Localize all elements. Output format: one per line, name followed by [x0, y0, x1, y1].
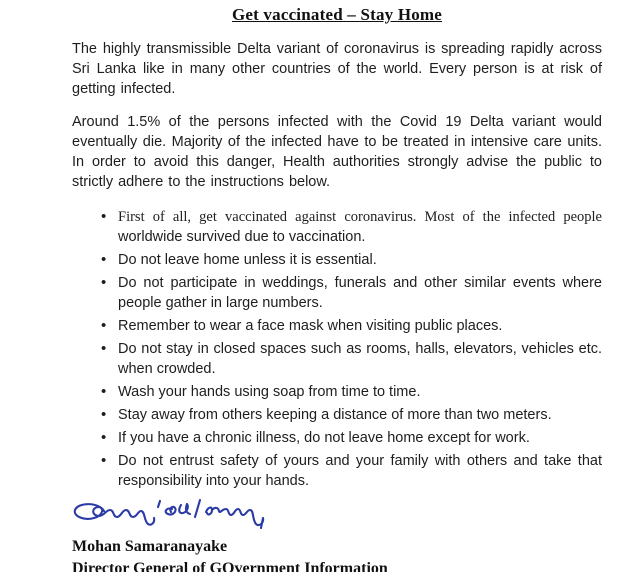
- list-item-closed-spaces: • Do not stay in closed spaces such as rooms, halls, elevators, vehicles etc. when crowded.: [118, 339, 602, 379]
- list-item-text: worldwide survived due to vaccination.: [118, 229, 366, 245]
- list-item-stay-home: • Do not leave home unless it is essential.: [118, 250, 602, 270]
- list-item-text-serif: First of all, get vaccinated against coronavirus. Most of the infected people: [118, 209, 602, 225]
- list-item-no-gatherings: • Do not participate in weddings, funerals and other similar events where people gather in large numbers.: [118, 273, 602, 313]
- signature-strokes: [75, 500, 263, 528]
- list-item-face-mask: • Remember to wear a face mask when visiting public places.: [118, 316, 602, 336]
- list-item-wash-hands: • Wash your hands using soap from time to time.: [118, 382, 602, 402]
- paragraph-intro: The highly transmissible Delta variant of coronavirus is spreading rapidly across Sri Lanka like in many other countries of the world. Every person is at risk of getting infected.: [72, 41, 602, 97]
- list-item-distance: • Stay away from others keeping a distance of more than two meters.: [118, 405, 602, 425]
- list-item-responsibility: • Do not entrust safety of yours and your family with others and take that responsibility into your hands.: [118, 451, 602, 491]
- signature-block: [72, 497, 602, 572]
- signature: [68, 497, 274, 535]
- paragraph-warning: Around 1.5% of the persons infected with the Covid 19 Delta variant would eventually die. Majority of the infected have to be treated in intensive care units. In order to avoid this danger, Health authorities strongly advise the public to strictly adhere to the instructions below.: [72, 114, 602, 190]
- instructions-list: [72, 207, 602, 491]
- document-title: Get vaccinated – Stay Home: [231, 5, 443, 24]
- signatory-name: Mohan Samaranayake: [72, 538, 228, 555]
- signatory-title: Director General of GOvernment Information: [72, 560, 388, 572]
- list-item-chronic-illness: • If you have a chronic illness, do not leave home except for work.: [118, 428, 602, 448]
- list-item-vaccinate: [118, 207, 602, 247]
